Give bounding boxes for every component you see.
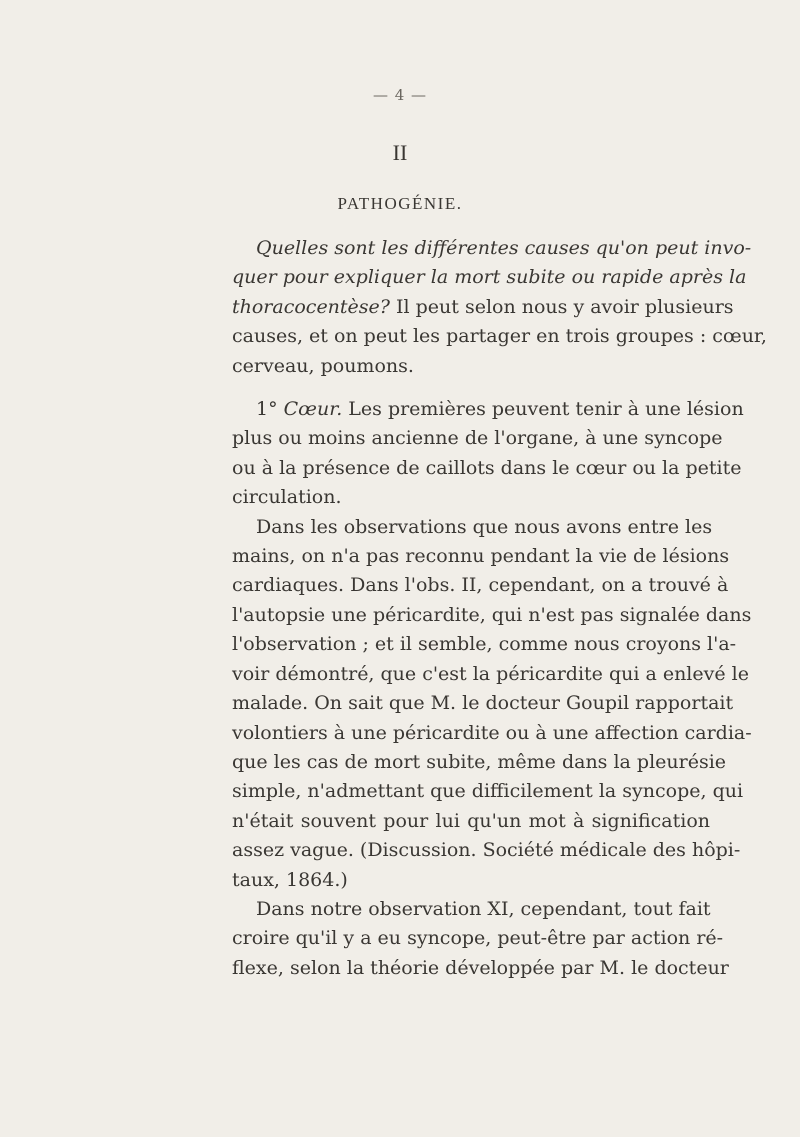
text-line [232, 719, 752, 748]
text-run: simple, n'admettant que difficilement la syncope, qui [232, 780, 744, 803]
text-line [232, 424, 723, 453]
text-line [232, 513, 713, 542]
text-run: cerveau, poumons. [232, 354, 414, 377]
text-line [232, 234, 752, 263]
paragraph [232, 234, 767, 381]
text-run: volontiers à une péricardite ou à une affection cardia- [232, 721, 752, 744]
text-run: Dans notre observation XI, cependant, tout fait [256, 897, 711, 920]
text-run: taux, 1864.) [232, 868, 348, 891]
text-run: n'était souvent pour lui qu'un mot à signification [232, 809, 710, 832]
italic-run: quer pour expliquer la mort subite ou rapide après la [232, 266, 747, 289]
text-run: mains, on n'a pas reconnu pendant la vie de lésions [232, 545, 730, 568]
text-run: l'autopsie une péricardite, qui n'est pas signalée dans [232, 603, 752, 626]
text-line [232, 322, 767, 351]
text-line [232, 689, 734, 718]
text-line [232, 263, 747, 292]
text-line [232, 807, 710, 836]
chapter-title: PATHOGÉNIE. [337, 194, 463, 213]
text-run: ou à la présence de caillots dans le cœur ou la petite [232, 456, 742, 479]
text-run: cardiaques. Dans l'obs. II, cependant, on a trouvé à [232, 574, 729, 597]
text-line [232, 571, 729, 600]
paragraph [232, 895, 729, 983]
text-run: que les cas de mort subite, même dans la pleurésie [232, 750, 727, 773]
text-line [232, 454, 742, 483]
text-line [232, 836, 741, 865]
text-line [232, 601, 752, 630]
text-line [232, 748, 727, 777]
text-line [232, 895, 710, 924]
text-run: 1° [256, 398, 284, 421]
text-run: voir démontré, que c'est la péricardite qui a enlevé le [232, 662, 749, 685]
text-run: malade. On sait que M. le docteur Goupil rapportait [232, 692, 734, 715]
chapter-number: II [392, 140, 408, 165]
text-run: causes, et on peut les partager en trois groupes : cœur, [232, 325, 767, 348]
text-line [232, 924, 724, 953]
body-text [232, 234, 767, 983]
text-line [232, 395, 744, 424]
text-run: Il peut selon nous y avoir plusieurs [389, 295, 734, 318]
text-run: croire qu'il y a eu syncope, peut-être par action ré- [232, 927, 724, 950]
italic-run: Cœur. [283, 398, 343, 421]
text-line [232, 777, 744, 806]
text-line [232, 483, 710, 512]
text-run: Dans les observations que nous avons entre les [256, 515, 713, 538]
page-folio: — 4 — [372, 86, 428, 104]
italic-run: thoracocentèse? [232, 295, 390, 318]
text-run: assez vague. (Discussion. Société médicale des hôpi- [232, 839, 741, 862]
text-line [232, 293, 734, 322]
paragraph [232, 513, 752, 895]
text-line [232, 954, 729, 983]
text-line [232, 630, 737, 659]
text-line [232, 660, 749, 689]
text-run: plus ou moins ancienne de l'organe, à une syncope [232, 427, 723, 450]
text-line [232, 352, 710, 381]
text-line [232, 542, 730, 571]
text-line [232, 866, 710, 895]
italic-run: Quelles sont les différentes causes qu'on peut invo- [256, 237, 752, 259]
text-run: l'observation ; et il semble, comme nous croyons l'a- [232, 633, 737, 656]
text-run: flexe, selon la théorie développée par M. le docteur [232, 956, 729, 979]
paragraph [232, 395, 744, 513]
text-run: circulation. [232, 486, 342, 509]
text-run: Les premières peuvent tenir à une lésion [342, 398, 744, 421]
